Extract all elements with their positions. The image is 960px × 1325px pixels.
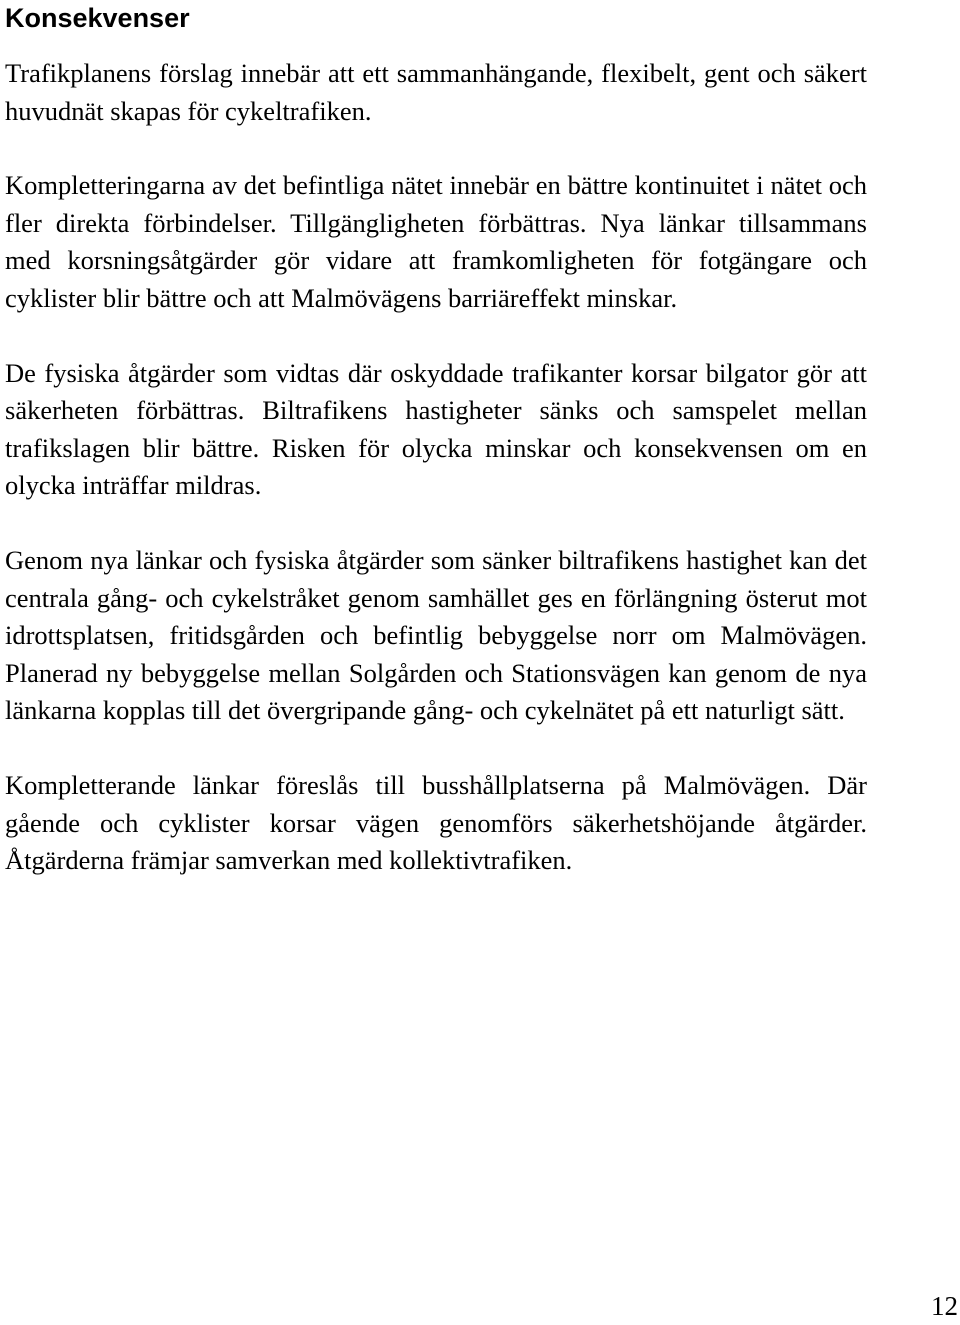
section-heading: Konsekvenser [5, 3, 190, 33]
paragraph-central-route: Genom nya länkar och fysiska åtgärder som sänker biltrafikens hastighet kan det centrala gång- och cykelstråket genom samhället ges en förlängning österut mot idrottsplatsen, fritidsgården och befintlig bebyggelse norr om Malmövägen. Planerad ny bebyggelse mellan Solgården och Stationsvägen kan genom de nya länkarna kopplas till det övergripande gång- och cykelnätet på ett naturligt sätt. [5, 544, 867, 726]
paragraph-safety: De fysiska åtgärder som vidtas där oskyddade trafikanter korsar bilgator gör att säkerheten förbättras. Biltrafikens hastigheter sänks och samspelet mellan trafikslagen blir bättre. Risken för olycka minskar och konsekvensen om en olycka inträffar mildras. [5, 357, 867, 501]
document-page [5, 0, 867, 880]
paragraph-cycle-network: Trafikplanens förslag innebär att ett sammanhängande, flexibelt, gent och säkert huvudnät skapas för cykeltrafiken. [5, 58, 867, 126]
paragraph-bus-stops: Kompletterande länkar föreslås till busshållplatserna på Malmövägen. Där gående och cyklister korsar vägen genomförs säkerhetshöjande åtgärder. Åtgärderna främjar samverkan med kollektivtrafiken. [5, 769, 867, 876]
page-number: 12 [931, 1291, 958, 1321]
paragraph-continuity: Kompletteringarna av det befintliga nätet innebär en bättre kontinuitet i nätet och fler direkta förbindelser. Tillgängligheten förbättras. Nya länkar tillsammans med korsningsåtgärder gör vidare att framkomligheten för fotgängare och cyklister blir bättre och att Malmövägens barriäreffekt minskar. [5, 170, 867, 313]
